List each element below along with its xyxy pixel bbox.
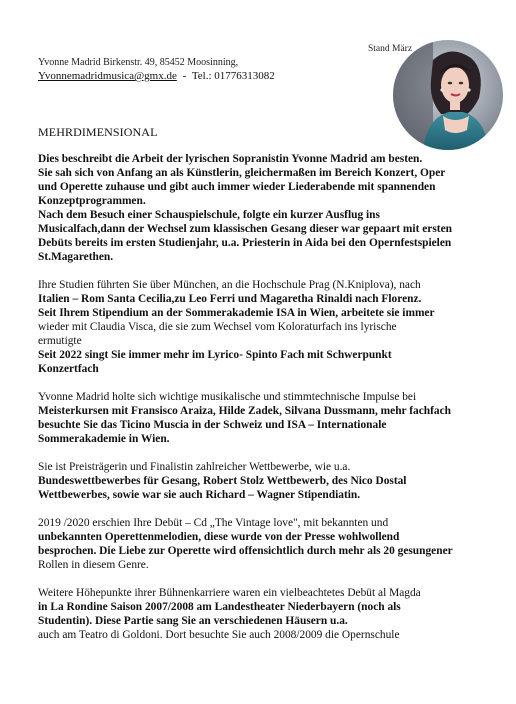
paragraph-2 [38, 278, 476, 376]
email-link[interactable]: Yvonnemadridmusica@gmx.de [38, 70, 177, 82]
text-line: Debüts bereits im ersten Studienjahr, u.a. Priesterin in Aida bei den Opernfestspielen [38, 237, 452, 249]
text-line: Sommerakademie in Wien. [38, 433, 170, 445]
text-line: besprochen. Die Liebe zur Operette wird offensichtlich durch mehr als 20 gesungener [38, 545, 453, 557]
paragraph-3 [38, 390, 476, 446]
text-line: unbekannten Operettenmelodien, diese wurde von der Presse wohlwollend [38, 531, 400, 543]
text-line: ermutigte [38, 335, 82, 347]
text-line: Konzeptprogrammen. [38, 195, 146, 207]
text-line: Studentin). Diese Partie sang Sie an verschiedenen Häusern u.a. [38, 615, 348, 627]
text-line: und Operette zuhause und gibt auch immer wieder Liederabende mit spannenden [38, 181, 436, 193]
text-line: Konzertfach [38, 363, 99, 375]
text-line: besuchte Sie das Ticino Muscia in der Schweiz und ISA – Internationale [38, 419, 387, 431]
text-line: Seit Ihrem Stipendium an der Sommerakademie ISA in Wien, arbeitete sie immer [38, 307, 435, 319]
text-line: St.Magarethen. [38, 251, 114, 263]
text-line: Meisterkursen mit Fransisco Araiza, Hilde Zadek, Silvana Dussmann, mehr fachfach [38, 405, 452, 417]
text-line: Ihre Studien führten Sie über München, an die Hochschule Prag (N.Kniplova), nach [38, 279, 421, 291]
paragraph-5 [38, 516, 476, 572]
biography-text [38, 152, 476, 656]
stand-date: Stand März [368, 44, 413, 54]
text-line: Seit 2022 singt Sie immer mehr im Lyrico- Spinto Fach mit Schwerpunkt [38, 349, 392, 361]
text-line: Nach dem Besuch einer Schauspielschule, folgte ein kurzer Ausflug ins [38, 209, 380, 221]
portrait-photo-icon [393, 40, 503, 150]
text-line: Yvonne Madrid holte sich wichtige musikalische und stimmtechnische Impulse bei [38, 391, 417, 403]
text-line: Wettbewerbes, sowie war sie auch Richard – Wagner Stipendiatin. [38, 489, 361, 501]
contact-separator: - [182, 70, 187, 82]
page-title: MEHRDIMENSIONAL [38, 125, 158, 139]
text-line: Bundeswettbewerbes für Gesang, Robert Stolz Wettbewerb, des Nico Dostal [38, 475, 407, 487]
paragraph-1 [38, 152, 476, 264]
text-line: 2019 /2020 erschien Ihre Debüt – Cd „The Vintage love", mit bekannten und [38, 517, 389, 529]
sender-contact [38, 70, 275, 82]
text-line: Musicalfach,dann der Wechsel zum klassischen Gesang dieser war gepaart mit ersten [38, 223, 452, 235]
phone-number: Tel.: 01776313082 [191, 70, 275, 82]
text-line: Sie sah sich von Anfang an als Künstlerin, gleichermaßen im Bereich Konzert, Oper [38, 167, 446, 179]
paragraph-4 [38, 460, 476, 502]
text-line: in La Rondine Saison 2007/2008 am Landestheater Niederbayern (noch als [38, 601, 401, 613]
text-line: Italien – Rom Santa Cecilia,zu Leo Ferri und Magaretha Rinaldi nach Florenz. [38, 293, 422, 305]
sender-address: Yvonne Madrid Birkenstr. 49, 85452 Moosinning, [38, 57, 239, 68]
text-line: auch am Teatro di Goldoni. Dort besuchte Sie auch 2008/2009 die Opernschule [38, 629, 400, 641]
paragraph-6 [38, 586, 476, 642]
text-line: Weitere Höhepunkte ihrer Bühnenkarriere waren ein vielbeachtetes Debüt al Magda [38, 587, 421, 599]
text-line: Dies beschreibt die Arbeit der lyrischen Sopranistin Yvonne Madrid am besten. [38, 153, 423, 165]
text-line: Sie ist Preisträgerin und Finalistin zahlreicher Wettbewerbe, wie u.a. [38, 461, 351, 473]
text-line: Rollen in diesem Genre. [38, 559, 149, 571]
text-line: wieder mit Claudia Visca, die sie zum Wechsel vom Koloraturfach ins lyrische [38, 321, 397, 333]
